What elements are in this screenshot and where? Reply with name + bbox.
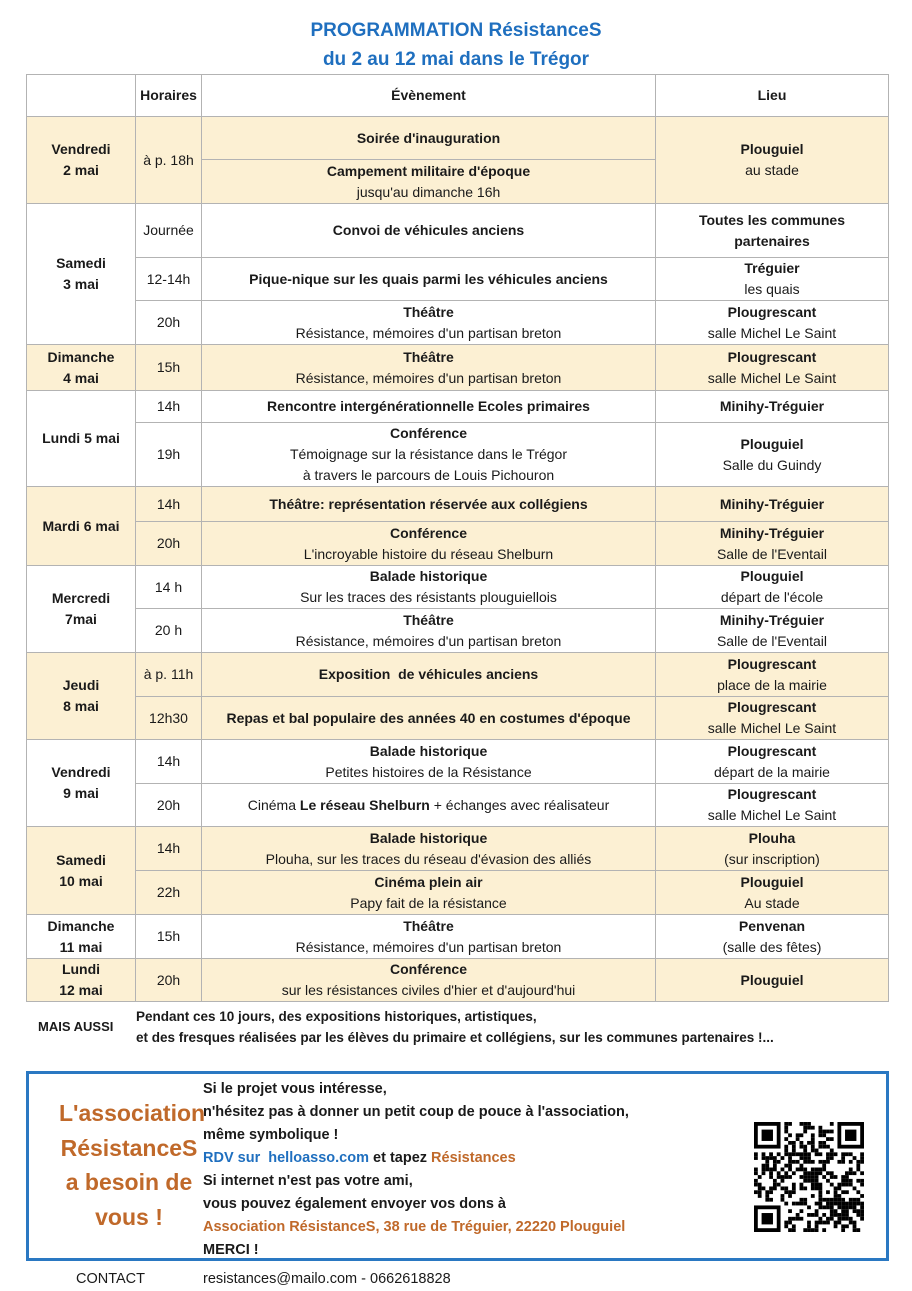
time-cell: 14h — [136, 487, 202, 522]
also-line-1: Pendant ces 10 jours, des expositions historiques, artistiques, — [136, 1009, 537, 1024]
time-cell: 20h — [136, 784, 202, 827]
event-cell: Cinéma Le réseau Shelburn + échanges avec réalisateur — [202, 784, 656, 827]
time-cell: 12-14h — [136, 258, 202, 301]
event-cell: Pique-nique sur les quais parmi les véhicules anciens — [202, 258, 656, 301]
time-cell: Journée — [136, 204, 202, 258]
place-cell: Plouguiel Au stade — [656, 871, 889, 915]
day-cell: Dimanche 4 mai — [27, 345, 136, 391]
page-subtitle: du 2 au 12 mai dans le Trégor — [322, 49, 590, 70]
place-cell: Toutes les communes partenaires — [656, 204, 889, 258]
event-cell: Conférence Témoignage sur la résistance dans le Trégor à travers le parcours de Louis Pichouron — [202, 423, 656, 487]
place-cell: Minihy-Tréguier Salle de l'Eventail — [656, 609, 889, 653]
support-thanks: MERCI ! — [203, 1242, 259, 1258]
support-address: Association RésistanceS, 38 rue de Tréguier, 22220 Plouguiel — [203, 1219, 626, 1235]
time-cell: 15h — [136, 915, 202, 959]
event-cell: Conférence L'incroyable histoire du réseau Shelburn — [202, 522, 656, 566]
table-row — [27, 566, 889, 609]
time-cell: 14h — [136, 827, 202, 871]
place-cell: Plougrescant place de la mairie — [656, 653, 889, 697]
event-cell: Rencontre intergénérationnelle Ecoles primaires — [202, 391, 656, 423]
event-cell: Théâtre Résistance, mémoires d'un partisan breton — [202, 915, 656, 959]
support-line-2: n'hésitez pas à donner un petit coup de pouce à l'association, — [203, 1104, 629, 1120]
col-event-header: Évènement — [202, 75, 656, 117]
place-cell: Minihy-Tréguier — [656, 391, 889, 423]
support-line-5: Si internet n'est pas votre ami, — [203, 1173, 413, 1189]
place-cell: Minihy-Tréguier — [656, 487, 889, 522]
table-row — [27, 653, 889, 697]
table-row — [27, 915, 889, 959]
also-text — [136, 1006, 774, 1048]
event-cell: Soirée d'inauguration — [202, 117, 656, 160]
time-cell: 20 h — [136, 609, 202, 653]
day-cell: Lundi 12 mai — [27, 959, 136, 1002]
event-cell: Théâtre Résistance, mémoires d'un partisan breton — [202, 301, 656, 345]
table-row — [27, 258, 889, 301]
day-cell: Vendredi 2 mai — [27, 117, 136, 204]
time-cell: à p. 18h — [136, 117, 202, 204]
event-cell: Cinéma plein air Papy fait de la résistance — [202, 871, 656, 915]
search-keyword: Résistances — [431, 1150, 516, 1166]
contact-label: CONTACT — [76, 1271, 146, 1287]
place-cell: Plouguiel au stade — [656, 117, 889, 204]
col-place-header: Lieu — [656, 75, 889, 117]
time-cell: à p. 11h — [136, 653, 202, 697]
event-cell: Balade historique Plouha, sur les traces du réseau d'évasion des alliés — [202, 827, 656, 871]
support-line-3: même symbolique ! — [203, 1127, 339, 1143]
time-cell: 15h — [136, 345, 202, 391]
time-cell: 20h — [136, 959, 202, 1002]
place-cell: Plougrescant départ de la mairie — [656, 740, 889, 784]
event-cell: Exposition de véhicules anciens — [202, 653, 656, 697]
film-title: Le réseau Shelburn — [299, 796, 430, 813]
program-table — [26, 74, 889, 1002]
table-row — [27, 827, 889, 871]
time-cell: 20h — [136, 301, 202, 345]
day-cell: Lundi 5 mai — [27, 391, 136, 487]
col-day-header — [27, 75, 136, 117]
support-box — [26, 1071, 889, 1261]
table-row — [27, 301, 889, 345]
table-row — [27, 423, 889, 487]
qr-code-icon[interactable] — [754, 1122, 864, 1232]
table-row — [27, 345, 889, 391]
place-cell: Penvenan (salle des fêtes) — [656, 915, 889, 959]
helloasso-link[interactable]: RDV sur helloasso.com — [203, 1150, 369, 1166]
support-line-1: Si le projet vous intéresse, — [203, 1081, 387, 1097]
day-cell: Mardi 6 mai — [27, 487, 136, 566]
day-cell: Vendredi 9 mai — [27, 740, 136, 827]
support-line-6: vous pouvez également envoyer vos dons à — [203, 1196, 506, 1212]
also-line-2: et des fresques réalisées par les élèves du primaire et collégiens, sur les communes partenaires !... — [136, 1030, 774, 1045]
table-row — [27, 959, 889, 1002]
place-cell: Plougrescant salle Michel Le Saint — [656, 345, 889, 391]
place-cell: Plougrescant salle Michel Le Saint — [656, 697, 889, 740]
place-cell: Minihy-Tréguier Salle de l'Eventail — [656, 522, 889, 566]
time-cell: 20h — [136, 522, 202, 566]
place-cell: Plouha (sur inscription) — [656, 827, 889, 871]
table-row — [27, 391, 889, 423]
table-row — [27, 487, 889, 522]
place-cell: Plouguiel Salle du Guindy — [656, 423, 889, 487]
place-cell: Plouguiel départ de l'école — [656, 566, 889, 609]
event-cell: Campement militaire d'époque jusqu'au dimanche 16h — [202, 160, 656, 204]
event-cell: Théâtre: représentation réservée aux collégiens — [202, 487, 656, 522]
time-cell: 14h — [136, 740, 202, 784]
day-cell: Dimanche 11 mai — [27, 915, 136, 959]
table-row — [27, 522, 889, 566]
time-cell: 19h — [136, 423, 202, 487]
time-cell: 14h — [136, 391, 202, 423]
event-cell: Balade historique Sur les traces des résistants plouguiellois — [202, 566, 656, 609]
support-rdv-line: RDV sur helloasso.com et tapez Résistances — [203, 1150, 516, 1166]
table-row — [27, 117, 889, 160]
support-message — [203, 1078, 629, 1262]
event-cell: Conférence sur les résistances civiles d'hier et d'aujourd'hui — [202, 959, 656, 1002]
table-row — [27, 740, 889, 784]
event-cell: Convoi de véhicules anciens — [202, 204, 656, 258]
event-cell: Repas et bal populaire des années 40 en costumes d'époque — [202, 697, 656, 740]
place-cell: Tréguier les quais — [656, 258, 889, 301]
time-cell: 22h — [136, 871, 202, 915]
place-cell: Plouguiel — [656, 959, 889, 1002]
day-cell: Mercredi 7mai — [27, 566, 136, 653]
also-label: MAIS AUSSI — [38, 1019, 114, 1034]
page-title: PROGRAMMATION RésistanceS — [310, 20, 602, 41]
table-row — [27, 871, 889, 915]
place-cell: Plougrescant salle Michel Le Saint — [656, 301, 889, 345]
table-row — [27, 784, 889, 827]
event-cell: Théâtre Résistance, mémoires d'un partisan breton — [202, 345, 656, 391]
table-row — [27, 204, 889, 258]
col-time-header: Horaires — [136, 75, 202, 117]
day-cell: Samedi 3 mai — [27, 204, 136, 345]
day-cell: Jeudi 8 mai — [27, 653, 136, 740]
time-cell: 12h30 — [136, 697, 202, 740]
table-header — [27, 75, 889, 117]
place-cell: Plougrescant salle Michel Le Saint — [656, 784, 889, 827]
day-cell: Samedi 10 mai — [27, 827, 136, 915]
time-cell: 14 h — [136, 566, 202, 609]
table-row — [27, 697, 889, 740]
support-heading: L'association RésistanceS a besoin de vous ! — [59, 1100, 206, 1230]
event-cell: Balade historique Petites histoires de la Résistance — [202, 740, 656, 784]
table-row — [27, 609, 889, 653]
contact-info: resistances@mailo.com - 0662618828 — [203, 1271, 451, 1287]
event-cell: Théâtre Résistance, mémoires d'un partisan breton — [202, 609, 656, 653]
